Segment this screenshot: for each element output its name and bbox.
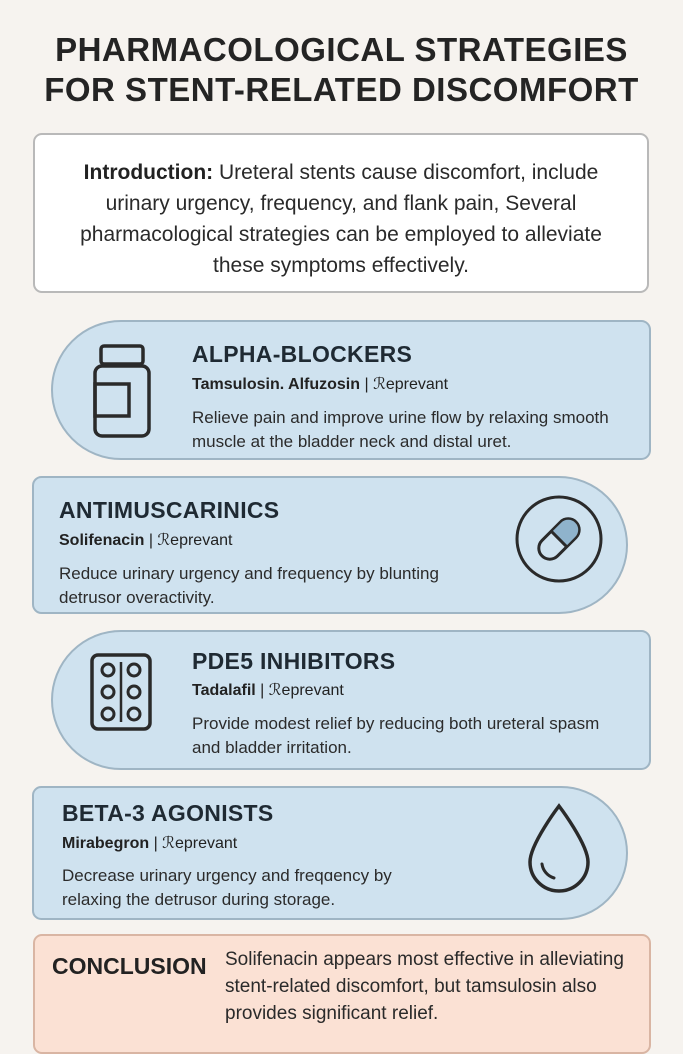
card-description: Provide modest relief by reducing both ureteral spasm and bladder irritation. [192,714,600,757]
card-beta3-agonists [32,786,628,920]
card-description: Relieve pain and improve urine flow by relaxing smooth muscle at the bladder neck and distal uret. [192,408,609,451]
card-tag: | ℛeprevant [364,376,449,393]
card-description: Reduce urinary urgency and frequency by blunting detrusor overactivity. [59,564,439,607]
card-pde5-inhibitors [51,630,651,770]
page-title-line-1: PHARMACOLOGICAL STRATEGIES [55,31,628,68]
intro-label: Introduction: [83,161,214,184]
pill-bottle-icon [87,342,157,442]
card-drug-names: Solifenacin [59,532,145,549]
page-title-line-2: FOR STENT-RELATED DISCOMFORT [44,71,639,108]
card-tag: | ℛeprevant [260,682,344,699]
card-tag: | ℛeprevant [153,835,238,852]
card-drug-names: Tadalafil [192,682,256,699]
card-drug-names: Mirabegron [62,835,150,852]
card-drugs [62,833,237,855]
blister-pack-icon [89,652,153,732]
card-drugs [192,680,344,702]
card-alpha-blockers [51,320,651,460]
card-tag: | ℛeprevant [148,532,233,549]
card-title: PDE5 INHIBITORS [192,648,396,674]
card-drugs [192,374,448,396]
card-title: BETA-3 AGONISTS [62,800,274,826]
droplet-icon [524,802,594,894]
card-title: ALPHA-BLOCKERS [192,341,413,367]
intro-text: Ureteral stents cause discomfort, include urinary urgency, frequency, and flank pain, Several pharmacological strategies can be employed to alleviate these symptoms effectively. [80,161,602,277]
card-drugs [59,530,232,552]
card-description: Decrease urinary urgency and freqɑency by relaxing the detrusor during storage. [62,866,392,909]
page-title [0,30,683,110]
conclusion-label: CONCLUSION [52,953,207,979]
card-title: ANTIMUSCARINICS [59,497,280,523]
card-antimuscarinics [32,476,628,614]
intro-box [33,133,649,293]
conclusion-box [33,934,651,1054]
capsule-icon [513,493,605,585]
conclusion-text: Solifenacin appears most effective in alleviating stent-related discomfort, but tamsulosin also provides significant relief. [225,949,624,1024]
card-drug-names: Tamsulosin. Alfuzosin [192,376,361,393]
